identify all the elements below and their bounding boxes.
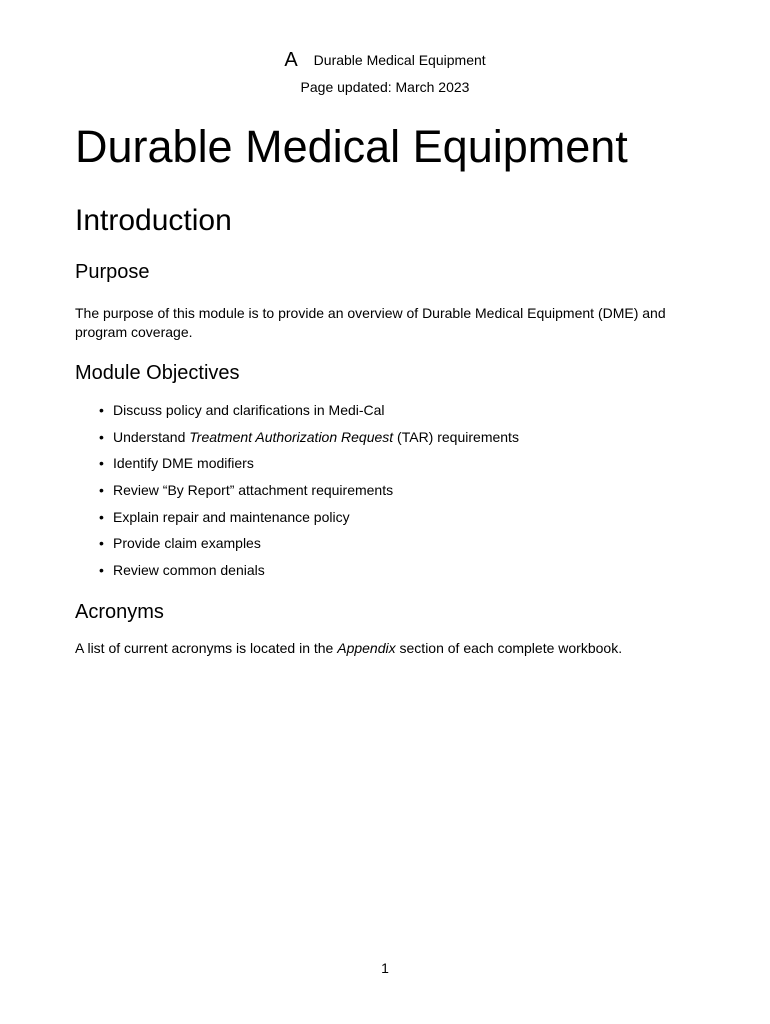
- list-item-text: Identify DME modifiers: [113, 455, 254, 472]
- list-item: [75, 560, 519, 587]
- acronyms-text: [75, 639, 695, 658]
- bullet-icon: •: [99, 535, 104, 552]
- page-updated-date: Page updated: March 2023: [300, 79, 470, 95]
- list-item-text: Explain repair and maintenance policy: [113, 508, 350, 525]
- purpose-text: The purpose of this module is to provide an overview of Durable Medical Equipment (DME) and program coverage.: [75, 305, 666, 340]
- acronyms-text-pre: A list of current acronyms is located in the: [75, 640, 338, 656]
- list-item-text-post: (TAR) requirements: [393, 428, 519, 445]
- list-item: [75, 480, 519, 507]
- bullet-icon: •: [99, 455, 104, 472]
- list-item: [75, 533, 519, 560]
- bullet-icon: •: [99, 428, 104, 445]
- bullet-icon: •: [99, 508, 104, 525]
- acronyms-text-post: section of each complete workbook.: [395, 640, 623, 656]
- list-item-text: Discuss policy and clarifications in Medi-Cal: [113, 402, 385, 418]
- list-item: [75, 400, 519, 427]
- list-item: [75, 427, 519, 454]
- introduction-heading: Introduction: [75, 204, 232, 237]
- bullet-icon: •: [99, 562, 104, 579]
- list-item: [75, 507, 519, 534]
- list-item-text: Provide claim examples: [113, 535, 261, 552]
- header-title: Durable Medical Equipment: [313, 52, 486, 68]
- list-item-emphasis: Treatment Authorization Request: [189, 428, 394, 445]
- list-item-text-pre: Understand: [113, 428, 190, 445]
- bullet-icon: •: [99, 402, 104, 418]
- header-section-letter: A: [284, 49, 298, 71]
- appendix-emphasis: Appendix: [337, 640, 396, 656]
- running-header: [0, 49, 770, 72]
- purpose-heading: Purpose: [75, 261, 150, 283]
- page-number: 1: [381, 960, 389, 976]
- list-item-text: Review “By Report” attachment requirements: [113, 482, 394, 499]
- objectives-list: [75, 400, 519, 587]
- list-item-text: Review common denials: [113, 562, 265, 579]
- document-title: Durable Medical Equipment: [75, 121, 628, 172]
- module-objectives-heading: Module Objectives: [75, 362, 240, 384]
- bullet-icon: •: [99, 482, 104, 499]
- acronyms-heading: Acronyms: [75, 601, 164, 623]
- list-item: [75, 453, 519, 480]
